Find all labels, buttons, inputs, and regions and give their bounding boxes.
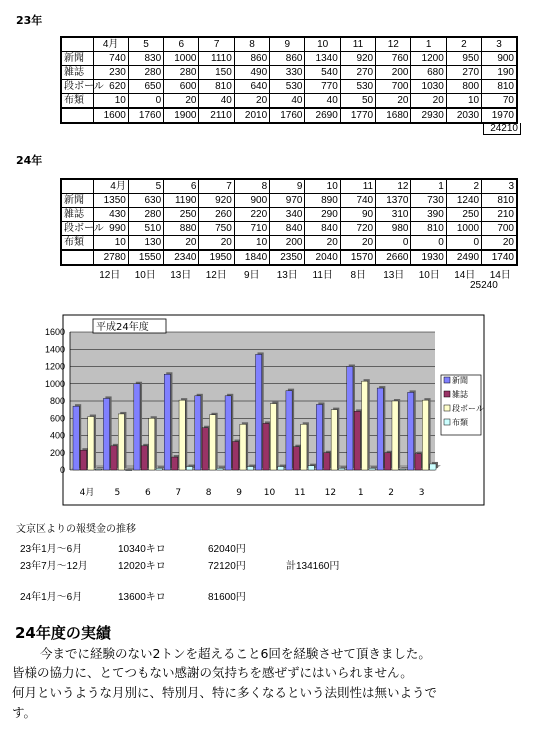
bar xyxy=(118,414,124,470)
bar-shadow xyxy=(219,466,225,468)
bar-shadow xyxy=(158,466,164,468)
table-cell: 510 xyxy=(128,222,163,236)
x-tick-label: 5 xyxy=(114,488,121,498)
table-cell: 50 xyxy=(340,94,375,109)
total-cell: 1740 xyxy=(482,250,517,265)
table-cell: 340 xyxy=(270,208,305,222)
y-tick-label: 1200 xyxy=(44,361,65,372)
total-cell: 1950 xyxy=(199,250,234,265)
collection-day: 14日 xyxy=(489,270,511,281)
table-cell: 20 xyxy=(164,94,199,109)
table-cell: 810 xyxy=(482,80,517,94)
bar xyxy=(225,396,231,470)
table-cell: 990 xyxy=(93,222,128,236)
section-title-23: 23年 xyxy=(16,14,43,27)
row-label: 布類 xyxy=(61,236,93,251)
legend-label: 雑誌 xyxy=(452,390,468,399)
table-cell: 800 xyxy=(446,80,481,94)
table-row xyxy=(61,80,517,94)
bar-shadow xyxy=(341,466,347,468)
table-cell: 980 xyxy=(376,222,411,236)
bar-shadow xyxy=(401,467,407,468)
table-cell: 860 xyxy=(270,52,305,66)
total-cell: 2930 xyxy=(411,108,446,123)
y-tick-label: 200 xyxy=(49,447,65,458)
table-cell: 530 xyxy=(340,80,375,94)
table-cell: 0 xyxy=(411,236,446,251)
bar xyxy=(186,467,192,470)
table-cell: 190 xyxy=(482,66,517,80)
table-cell: 250 xyxy=(446,208,481,222)
table-cell: 20 xyxy=(234,94,269,109)
column-header: 10 xyxy=(305,179,340,194)
bar xyxy=(354,411,360,470)
row-label: 雑誌 xyxy=(61,66,93,80)
collection-day: 11日 xyxy=(312,270,333,281)
table-cell: 230 xyxy=(93,66,128,80)
table-cell: 250 xyxy=(164,208,199,222)
table-cell: 1030 xyxy=(411,80,446,94)
table-cell: 640 xyxy=(234,80,269,94)
table-cell: 150 xyxy=(199,66,234,80)
column-header: 10 xyxy=(305,37,340,52)
table-cell: 740 xyxy=(93,52,128,66)
legend-label: 新聞 xyxy=(452,376,468,385)
collection-day: 10日 xyxy=(418,270,440,281)
bar xyxy=(247,467,253,470)
row-label: 段ボール xyxy=(61,80,93,94)
table-cell: 10 xyxy=(234,236,269,251)
legend-label: 布類 xyxy=(452,418,468,427)
table-row xyxy=(61,236,517,251)
y-tick-label: 400 xyxy=(49,430,65,441)
totals-label xyxy=(61,250,93,265)
table-cell: 130 xyxy=(128,236,163,251)
table-cell: 270 xyxy=(446,66,481,80)
table-cell: 680 xyxy=(411,66,446,80)
table-cell: 810 xyxy=(411,222,446,236)
bar xyxy=(316,404,322,470)
subsidy-amount: 62040円 xyxy=(208,544,246,555)
total-cell: 2690 xyxy=(305,108,340,123)
bar xyxy=(232,442,238,470)
column-header: 8 xyxy=(234,179,269,194)
bar xyxy=(308,466,314,470)
table-cell: 810 xyxy=(482,194,517,208)
subsidy-period: 23年1月～6月 xyxy=(20,544,83,555)
total-cell: 2010 xyxy=(234,108,269,123)
table-cell: 1200 xyxy=(411,52,446,66)
bar xyxy=(164,374,170,470)
bar xyxy=(240,424,246,470)
bar xyxy=(126,470,132,471)
table-cell: 1370 xyxy=(376,194,411,208)
row-label: 新聞 xyxy=(61,52,93,66)
subsidy-kilos: 12020キロ xyxy=(118,561,166,572)
results-line-1: 今までに経験のない2トンを超えること6回を経験させて頂きました。 xyxy=(40,646,431,661)
x-tick-label: 6 xyxy=(144,488,151,498)
x-tick-label: 11 xyxy=(294,488,306,498)
bar xyxy=(256,354,262,470)
table-cell: 290 xyxy=(305,208,340,222)
column-header: 9 xyxy=(270,37,305,52)
bar xyxy=(111,446,117,470)
x-tick-label: 8 xyxy=(205,488,212,498)
legend-swatch xyxy=(444,377,450,383)
legend-label: 段ボール xyxy=(452,404,484,413)
table-cell: 920 xyxy=(340,52,375,66)
column-header: 5 xyxy=(128,179,163,194)
header-corner xyxy=(61,179,93,194)
column-header: 2 xyxy=(446,37,481,52)
table-cell: 20 xyxy=(482,236,517,251)
subsidy-period: 23年7月～12月 xyxy=(20,561,88,572)
table-cell: 860 xyxy=(234,52,269,66)
legend-swatch xyxy=(444,405,450,411)
table-cell: 390 xyxy=(411,208,446,222)
results-line-3: 何月というような月別に、特別月、特に多くなるという法則性は無いようで xyxy=(12,685,438,700)
bar xyxy=(88,417,94,470)
collection-day: 13日 xyxy=(276,270,298,281)
bar xyxy=(286,391,292,470)
total-cell: 1760 xyxy=(128,108,163,123)
results-heading: 24年度の実績 xyxy=(15,624,111,642)
table-cell: 20 xyxy=(199,236,234,251)
table-cell: 950 xyxy=(446,52,481,66)
collection-day: 10日 xyxy=(134,270,156,281)
table-cell: 900 xyxy=(234,194,269,208)
bar xyxy=(95,469,101,470)
table-cell: 840 xyxy=(305,222,340,236)
table-cell: 900 xyxy=(482,52,517,66)
table-cell: 10 xyxy=(93,236,128,251)
table-row xyxy=(61,222,517,236)
subsidy-kilos: 10340キロ xyxy=(118,544,166,555)
column-header: 3 xyxy=(482,179,517,194)
total-cell: 2350 xyxy=(270,250,305,265)
collection-day: 12日 xyxy=(205,270,227,281)
subsidy-amount: 72120円 xyxy=(208,561,246,572)
table-header-row xyxy=(61,37,517,52)
total-cell: 1760 xyxy=(270,108,305,123)
column-header: 5 xyxy=(128,37,163,52)
column-header: 9 xyxy=(270,179,305,194)
table-cell: 10 xyxy=(93,94,128,109)
total-cell: 2110 xyxy=(199,108,234,123)
total-cell: 2030 xyxy=(446,108,481,123)
bar-chart xyxy=(0,320,552,510)
row-label: 新聞 xyxy=(61,194,93,208)
table-cell: 630 xyxy=(128,194,163,208)
total-cell: 2660 xyxy=(376,250,411,265)
bar xyxy=(73,406,79,470)
table-header-row xyxy=(61,179,517,194)
table-cell: 40 xyxy=(199,94,234,109)
table-cell: 210 xyxy=(482,208,517,222)
table-cell: 20 xyxy=(340,236,375,251)
row-label: 布類 xyxy=(61,94,93,109)
x-tick-label: 7 xyxy=(175,488,182,498)
x-tick-label: 9 xyxy=(236,488,242,498)
bar xyxy=(270,404,276,470)
bar xyxy=(331,410,337,470)
table-row xyxy=(61,66,517,80)
table-cell: 1350 xyxy=(93,194,128,208)
y-tick-label: 1400 xyxy=(44,344,65,355)
table-cell: 1340 xyxy=(305,52,340,66)
table-cell: 20 xyxy=(376,94,411,109)
bar xyxy=(392,401,398,470)
bar xyxy=(141,446,147,470)
bar-shadow xyxy=(371,466,377,468)
y-tick-label: 600 xyxy=(49,413,65,424)
bar xyxy=(263,423,269,470)
column-header: 4月 xyxy=(93,37,128,52)
table-cell: 40 xyxy=(305,94,340,109)
table-cell: 10 xyxy=(446,94,481,109)
x-tick-label: 12 xyxy=(324,488,337,498)
column-header: 2 xyxy=(446,179,481,194)
total-cell: 2490 xyxy=(446,250,481,265)
totals-row xyxy=(61,250,517,265)
bar xyxy=(172,457,178,470)
total-cell: 2780 xyxy=(93,250,128,265)
column-header: 11 xyxy=(340,179,375,194)
table-cell: 620 xyxy=(93,80,128,94)
table-row xyxy=(61,208,517,222)
bar xyxy=(202,428,208,470)
collection-day: 9日 xyxy=(243,270,260,281)
bar xyxy=(339,468,345,470)
table-cell: 650 xyxy=(128,80,163,94)
y-tick-label: 0 xyxy=(59,465,65,475)
y-tick-label: 1000 xyxy=(44,378,65,389)
table-cell: 810 xyxy=(199,80,234,94)
table-cell: 0 xyxy=(376,236,411,251)
subsidy-note: 計134160円 xyxy=(286,561,340,572)
table-cell: 1000 xyxy=(446,222,481,236)
column-header: 7 xyxy=(199,37,234,52)
bar xyxy=(430,464,436,470)
bar xyxy=(209,415,215,470)
total-cell: 2340 xyxy=(164,250,199,265)
x-tick-label: 4月 xyxy=(79,488,95,498)
table-cell: 540 xyxy=(305,66,340,80)
table-cell: 220 xyxy=(234,208,269,222)
table-cell: 0 xyxy=(446,236,481,251)
column-header: 1 xyxy=(411,37,446,52)
table-cell: 200 xyxy=(270,236,305,251)
x-tick-label: 3 xyxy=(418,488,425,498)
bar xyxy=(399,469,405,470)
table-24 xyxy=(60,178,518,266)
table-cell: 700 xyxy=(376,80,411,94)
table-cell: 280 xyxy=(128,66,163,80)
bar xyxy=(408,392,414,470)
table-cell: 970 xyxy=(270,194,305,208)
table-row xyxy=(61,94,517,109)
table-cell: 1190 xyxy=(164,194,199,208)
total-cell: 1550 xyxy=(128,250,163,265)
column-header: 12 xyxy=(376,37,411,52)
column-header: 4月 xyxy=(93,179,128,194)
chart-title: 平成24年度 xyxy=(96,322,149,333)
column-header: 6 xyxy=(164,37,199,52)
x-tick-label: 1 xyxy=(357,488,364,498)
total-cell: 1900 xyxy=(164,108,199,123)
table-cell: 770 xyxy=(305,80,340,94)
table-cell: 40 xyxy=(270,94,305,109)
bar xyxy=(217,468,223,470)
bar xyxy=(415,454,421,470)
collection-day: 14日 xyxy=(454,270,476,281)
table-cell: 310 xyxy=(376,208,411,222)
table-cell: 530 xyxy=(270,80,305,94)
bar xyxy=(385,453,391,470)
bar xyxy=(324,453,330,470)
column-header: 1 xyxy=(411,179,446,194)
totals-label xyxy=(61,108,93,123)
legend-swatch xyxy=(444,391,450,397)
table-cell: 840 xyxy=(270,222,305,236)
total-cell: 2040 xyxy=(305,250,340,265)
table-row xyxy=(61,194,517,208)
table-cell: 730 xyxy=(411,194,446,208)
collection-day: 13日 xyxy=(383,270,405,281)
table-cell: 280 xyxy=(128,208,163,222)
bar xyxy=(362,381,368,470)
collection-day: 12日 xyxy=(99,270,121,281)
bar-shadow xyxy=(97,467,103,468)
table-cell: 600 xyxy=(164,80,199,94)
results-line-2: 皆様の協力に、とてつもない感謝の気持ちを感ぜずにはいられません。 xyxy=(12,665,413,680)
bar xyxy=(278,467,284,470)
total-cell: 1570 xyxy=(340,250,375,265)
table-cell: 1110 xyxy=(199,52,234,66)
bar xyxy=(103,398,109,470)
table-cell: 920 xyxy=(199,194,234,208)
table-row xyxy=(61,52,517,66)
table-cell: 740 xyxy=(340,194,375,208)
table-cell: 430 xyxy=(93,208,128,222)
total-cell: 1600 xyxy=(93,108,128,123)
row-label: 段ボール xyxy=(61,222,93,236)
table-cell: 760 xyxy=(376,52,411,66)
table-cell: 200 xyxy=(376,66,411,80)
table-cell: 1000 xyxy=(164,52,199,66)
table-cell: 90 xyxy=(340,208,375,222)
bar xyxy=(80,450,86,470)
total-cell: 1840 xyxy=(234,250,269,265)
bar xyxy=(293,447,299,470)
subsidy-title: 文京区よりの報奨金の推移 xyxy=(16,524,136,535)
bar-shadow xyxy=(128,468,134,469)
grand-total-24: 25240 xyxy=(470,280,498,291)
total-cell: 1680 xyxy=(376,108,411,123)
total-cell: 1770 xyxy=(340,108,375,123)
bar xyxy=(179,400,185,470)
table-cell: 280 xyxy=(164,66,199,80)
collection-day: 8日 xyxy=(350,270,367,281)
y-tick-label: 800 xyxy=(49,396,65,406)
table-cell: 1240 xyxy=(446,194,481,208)
subsidy-kilos: 13600キロ xyxy=(118,592,166,603)
section-title-24: 24年 xyxy=(16,154,43,167)
bar xyxy=(134,384,140,470)
x-tick-label: 10 xyxy=(263,488,276,498)
table-cell: 750 xyxy=(199,222,234,236)
table-cell: 710 xyxy=(234,222,269,236)
subsidy-period: 24年1月～6月 xyxy=(20,592,83,603)
total-cell: 1970 xyxy=(482,108,517,123)
grand-total-23: 24210 xyxy=(483,123,521,135)
column-header: 3 xyxy=(482,37,517,52)
column-header: 7 xyxy=(199,179,234,194)
bar xyxy=(149,418,155,470)
column-header: 6 xyxy=(164,179,199,194)
column-header: 8 xyxy=(234,37,269,52)
total-cell: 1930 xyxy=(411,250,446,265)
table-cell: 0 xyxy=(128,94,163,109)
bar xyxy=(195,396,201,470)
bar xyxy=(347,367,353,471)
table-cell: 270 xyxy=(340,66,375,80)
table-cell: 260 xyxy=(199,208,234,222)
collection-day: 13日 xyxy=(170,270,192,281)
results-line-4: す。 xyxy=(12,705,37,720)
legend-swatch xyxy=(444,419,450,425)
table-cell: 700 xyxy=(482,222,517,236)
table-cell: 720 xyxy=(340,222,375,236)
totals-row xyxy=(61,108,517,123)
table-cell: 20 xyxy=(411,94,446,109)
table-cell: 490 xyxy=(234,66,269,80)
bar xyxy=(377,388,383,470)
table-cell: 20 xyxy=(305,236,340,251)
table-cell: 830 xyxy=(128,52,163,66)
y-tick-label: 1600 xyxy=(44,327,65,337)
bar xyxy=(301,424,307,470)
table-cell: 70 xyxy=(482,94,517,109)
header-corner xyxy=(61,37,93,52)
column-header: 11 xyxy=(340,37,375,52)
bar xyxy=(156,468,162,470)
row-label: 雑誌 xyxy=(61,208,93,222)
subsidy-amount: 81600円 xyxy=(208,592,246,603)
x-tick-label: 2 xyxy=(388,488,395,498)
table-cell: 890 xyxy=(305,194,340,208)
table-cell: 330 xyxy=(270,66,305,80)
table-cell: 880 xyxy=(164,222,199,236)
column-header: 12 xyxy=(376,179,411,194)
table-cell: 20 xyxy=(164,236,199,251)
bar xyxy=(369,468,375,470)
bar xyxy=(422,400,428,470)
table-23 xyxy=(60,36,518,124)
